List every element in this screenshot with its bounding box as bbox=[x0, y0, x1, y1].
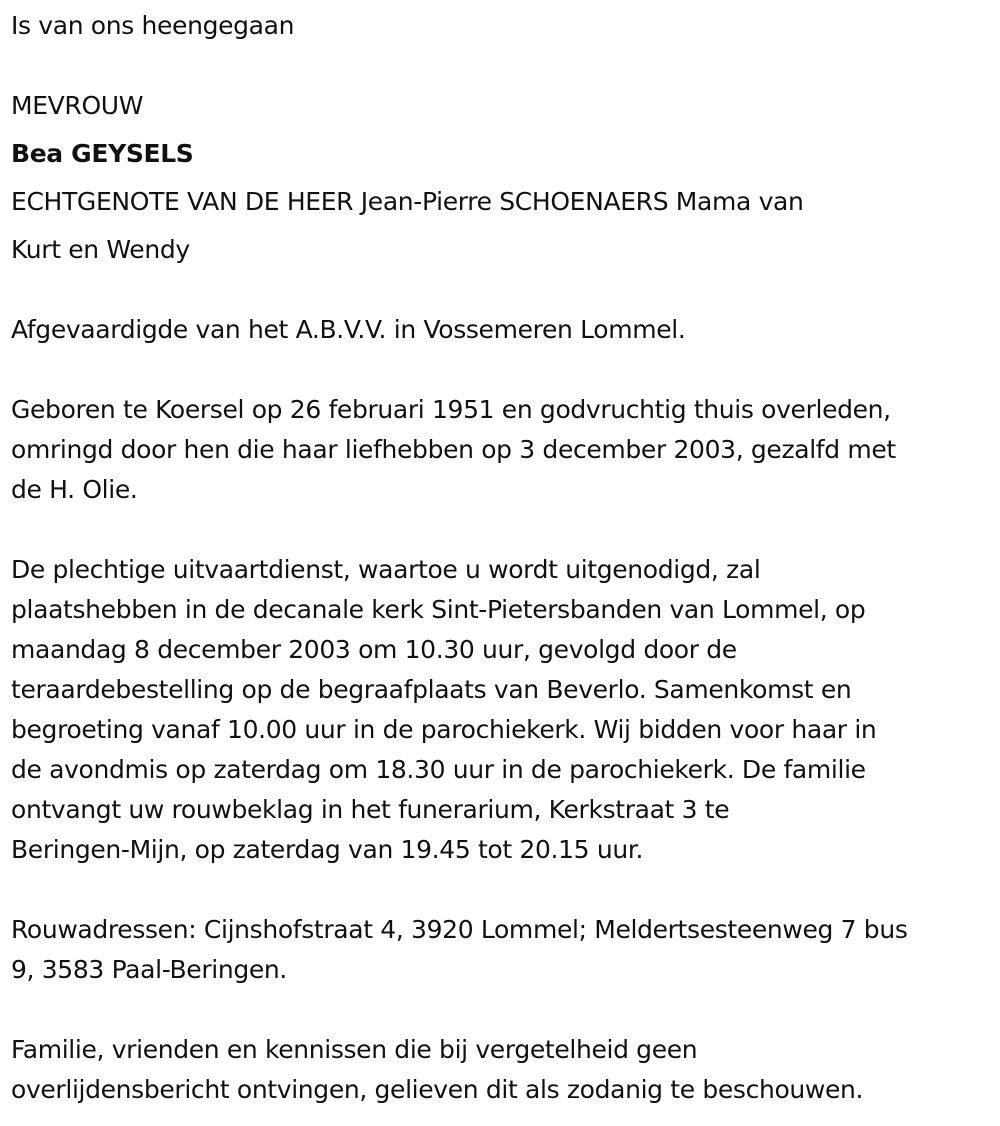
paragraph-line: Beringen-Mijn, op zaterdag van 19.45 tot 20.15 uur. bbox=[11, 835, 644, 864]
deceased-name: Bea GEYSELS bbox=[11, 139, 194, 168]
paragraph-line: maandag 8 december 2003 om 10.30 uur, gevolgd door de bbox=[11, 635, 737, 664]
paragraph-line: overlijdensbericht ontvingen, gelieven dit als zodanig te beschouwen. bbox=[11, 1075, 864, 1104]
title-line: MEVROUW bbox=[11, 91, 144, 120]
paragraph-line: Geboren te Koersel op 26 februari 1951 en godvruchtig thuis overleden, bbox=[11, 395, 891, 424]
intro-line: Is van ons heengegaan bbox=[11, 11, 295, 40]
paragraph-line: begroeting vanaf 10.00 uur in de parochiekerk. Wij bidden voor haar in bbox=[11, 715, 877, 744]
paragraph-line: Rouwadressen: Cijnshofstraat 4, 3920 Lommel; Meldertsesteenweg 7 bus bbox=[11, 915, 908, 944]
paragraph-line: omringd door hen die haar liefhebben op 3 december 2003, gezalfd met bbox=[11, 435, 896, 464]
paragraph-line: ontvangt uw rouwbeklag in het funerarium, Kerkstraat 3 te bbox=[11, 795, 730, 824]
paragraph-line: plaatshebben in de decanale kerk Sint-Pietersbanden van Lommel, op bbox=[11, 595, 866, 624]
family-line-1: ECHTGENOTE VAN DE HEER Jean-Pierre SCHOENAERS Mama van bbox=[11, 187, 804, 216]
paragraph-line: de avondmis op zaterdag om 18.30 uur in de parochiekerk. De familie bbox=[11, 755, 866, 784]
paragraph-line: teraardebestelling op de begraafplaats van Beverlo. Samenkomst en bbox=[11, 675, 852, 704]
paragraph-line: De plechtige uitvaartdienst, waartoe u wordt uitgenodigd, zal bbox=[11, 555, 761, 584]
role-line: Afgevaardigde van het A.B.V.V. in Vossemeren Lommel. bbox=[11, 315, 686, 344]
paragraph-line: 9, 3583 Paal-Beringen. bbox=[11, 955, 287, 984]
family-line-2: Kurt en Wendy bbox=[11, 235, 190, 264]
paragraph-line: de H. Olie. bbox=[11, 475, 138, 504]
paragraph-line: Familie, vrienden en kennissen die bij vergetelheid geen bbox=[11, 1035, 698, 1064]
